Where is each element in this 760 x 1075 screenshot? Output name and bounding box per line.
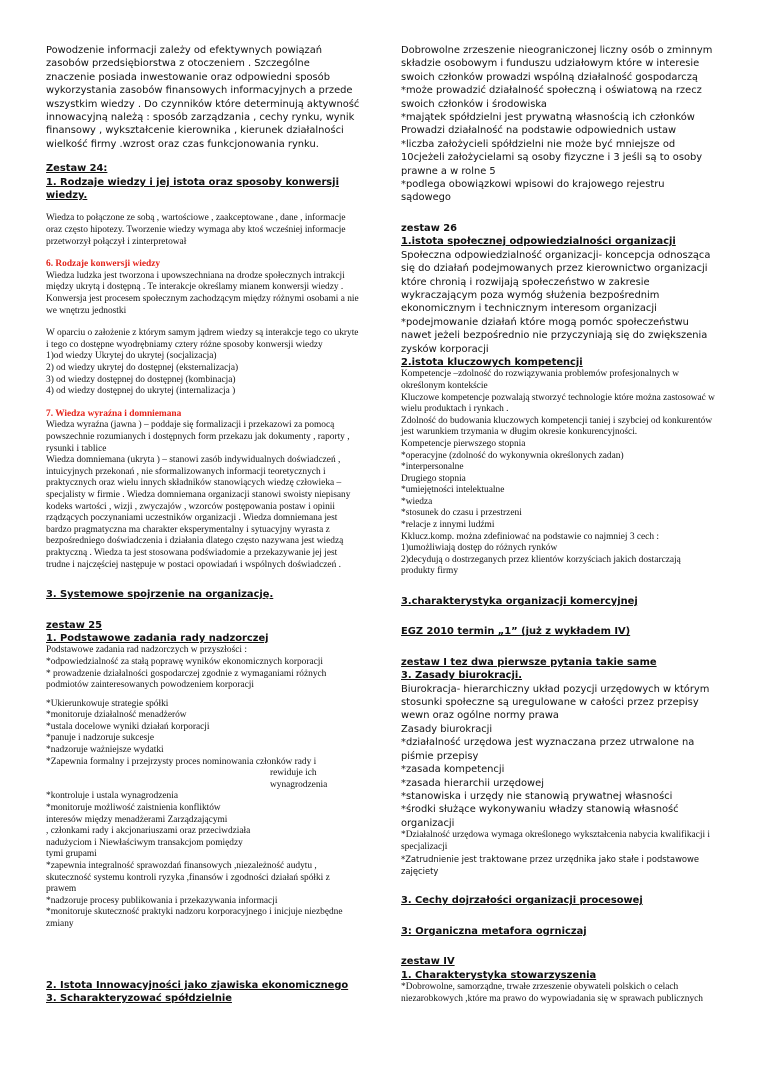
supervisory-board-indent: rewiduje ich wynagrodzenia (270, 768, 328, 790)
zestaw-25-heading: zestaw 25 (46, 619, 103, 631)
supervisory-board-list: *Ukierunkowuje strategie spółki *monitoruje działalność menadżerów *ustala docelowe wyniki działań korporacji *panuje i nadzoruje sukcesje *nadzoruje ważniejsze wydatki *Zapewnia formalny i przejrzysty proces nominowania członków rady i (46, 698, 317, 767)
bureaucracy-small-note: *Zatrudnienie jest traktowane przez urzędnika jako stałe i podstawowe zajęciety (401, 854, 700, 877)
systems-view-heading: 3. Systemowe spojrzenie na organizację. (46, 589, 274, 601)
zestaw-26-question-2: 2.istota kluczowych kompetencji (401, 356, 583, 368)
explicit-tacit-paragraph: Wiedza wyraźna (jawna ) – poddaje się formalizacji i przekazowi za pomocą powszechnie rozumianych i dostępnych form przekazu jak dokumenty , raporty , rysunki i tablice Wiedza domniemana (ukryta ) – stanowi zasób indywidualnych doświadczeń , intuicyjnych przekonań , nie sformalizowanych informacji teoretycznych i praktycznych oraz wielu innych składników stanowiących wiedzę człowieka – specjalisty w firmie . Wiedza domniemana organizacji stanowi swoisty niepisany kodeks wartości , wizji , zwyczajów , wzorców postępowania postaw i opinii rządzących poczynaniami uczestników organizacji . Wiedza domniemana jest bardzo pragmatyczna ma charakter eksperymentalny i sytuacyjny wyrasta z bezpośredniego doświadczenia i działania dlatego często nazywana jest wiedzą praktyczną . Wiedza ta jest stosowana podświadomie a przekazywanie jej jest trudne i najczęściej następuje w postaci opowiadań i wspólnych doświadczeń . (46, 420, 351, 570)
innovation-heading: 2. Istota Innowacyjności jako zjawiska ekonomicznego (46, 979, 349, 991)
right-column (401, 44, 716, 1005)
zestaw-26-heading: zestaw 26 (401, 222, 458, 234)
organic-metaphor-heading: 3: Organiczna metafora ogrniczaj (401, 925, 587, 937)
left-column (46, 44, 361, 1005)
cooperative-paragraph: Dobrowolne zrzeszenie nieograniczonej liczny osób o zminnym składzie osobowym i funduszu udziałowym które w interesie swoich członków prowadzi wspólną działalność gospodarczą *może prowadzić działalność społeczną i oświatową na rzecz swoich członków i środowiska *majątek spółdzielni jest prywatną własnością ich członków Prowadzi działalność na podstawie odpowiednich ustaw *liczba założycieli spółdzielni nie może być mniejsze od 10cjeżeli założycielami są osoby fizyczne i 3 jeśli są to osoby prawne a w rolne 5 *podlega obowiązkowi wpisowi do krajowego rejestru sądowego (401, 45, 713, 204)
zestaw-24-heading: Zestaw 24: (46, 163, 108, 175)
zestaw-i-heading: zestaw I tez dwa pierwsze pytania takie same (401, 656, 657, 668)
intro-paragraph: Powodzenie informacji zależy od efektywnych powiązań zasobów przedsiębiorstwa z otoczeniem . Szczególne znaczenie posiada inwestowanie oraz odpowiedni sposób wykorzystania zasobów finansowych informacyjnych a przede wszystkim wiedzy . Do czynników które determinują aktywność innowacyjną należą : sposób zarządzania , cechy rynku, wynik finansowy , wykształcenie kierownika , kierunek działalności wielkość firmy .wzrost oraz czas funkcjonowania rynku. (46, 45, 360, 150)
conversion-ways-list (46, 351, 361, 397)
supervisory-board-intro: Podstawowe zadania rad nadzorczych w przyszłości : *odpowiedzialność za stałą poprawę wyników ekonomicznych korporacji * prowadzenie działalności gospodarczej zgodnie z wymaganiami różnych podmiotów zainteresowanych powodzeniem korporacji (46, 645, 327, 691)
section-6-heading: 6. Rodzaje konwersji wiedzy (46, 259, 161, 270)
competencies-paragraph: Kompetencje –zdolność do rozwiązywania problemów profesjonalnych w określonym kontekście Kluczowe kompetencje pozwalają stworzyć technologie które można zastosować w wielu produktach i rynkach . Zdolność do budowania kluczowych kompetencji taniej i szybciej od konkurentów jest warunkiem trzymania w długim okresie konkurencyjności. Kompetencje pierwszego stopnia *operacyjne (zdolność do wykonywnia określonych zadan) *interpersonalne Drugiego stopnia *umiejętności intelektualne *wiedza *stosunek do czasu i przestrzeni *relacje z innymi ludźmi Kklucz.komp. można zdefiniować na podstawie co najmniej 3 cech : 1)umożliwiają dostęp do różnych rynków 2)decydują o dostrzeganych przez klientów korzyściach jakich dostarczają produkty firmy (401, 369, 715, 577)
zestaw-26-question-1: 1.istota społecznej odpowiedzialności organizacji (401, 236, 676, 248)
zestaw-iv-heading: zestaw IV (401, 956, 455, 968)
commercial-org-heading: 3.charakterystyka organizacji komercyjnej (401, 596, 638, 608)
list-item: 4) od wiedzy dostępnej do ukrytej (internalizacja ) (46, 386, 236, 397)
list-item: 2) od wiedzy ukrytej do dostępnej (eksternalizacja) (46, 363, 239, 373)
association-paragraph: *Dobrowolne, samorządne, trwałe zrzeszenie obywateli polskich o celach niezarobkowych ,które ma prawo do wypowiadania się w sprawach publicznych (401, 981, 703, 1004)
cooperative-heading: 3. Scharakteryzować spółdzielnie (46, 992, 232, 1004)
list-item: 1)od wiedzy Ukrytej do ukrytej (socjalizacja) (46, 351, 217, 362)
zestaw-iv-question-1: 1. Charakterystyka stowarzyszenia (401, 969, 597, 981)
bureaucracy-paragraph: Biurokracja- hierarchiczny układ pozycji urzędowych w którym stosunki społeczne są uregulowane w całości przez przepisy wewn oraz ogólne normy prawa Zasady biurokracji *działalność urzędowa jest wyznaczana przez utrwalone na piśmie przepisy *zasada kompetencji *zasada hierarchii urzędowej *stanowiska i urzędy nie stanowią prywatnej własności *środki służące wykonywaniu władzy stanowią własność organizacji (401, 683, 710, 829)
supervisory-board-rest: *kontroluje i ustala wynagrodzenia *monitoruje możliwość zaistnienia konfliktów interesów między menadżerami Zarządzającymi , członkami rady i akcjonariuszami oraz przeciwdziała nadużyciom i Niewłaściwym transakcjom pomiędzy tymi grupami *zapewnia integralność sprawozdań finansowych ,niezależność audytu , skuteczność systemu kontroli ryzyka ,finansów i zgodności działań spółki z prawem *nadzoruje procesy publikowania i przekazywania informacji *monitoruje skuteczność praktyki nadzoru korporacyjnego i inicjuje niezbędne zmiany (46, 791, 343, 929)
bureaucracy-heading: 3. Zasady biurokracji. (401, 670, 522, 682)
conversion-basis-paragraph: W oparciu o założenie z którym samym jądrem wiedzy są interakcje tego co ukryte i tego co dostępne wyodrębniamy cztery różne sposoby konwersji wiedzy (46, 328, 359, 350)
bureaucracy-serif-note: *Działalność urzędowa wymaga określonego wykształcenia nabycia kwalifikacji i specjalizacji (401, 830, 710, 852)
section-7-heading: 7. Wiedza wyraźna i domniemana (46, 408, 182, 419)
exam-2010-heading: EGZ 2010 termin „1” (już z wykładem IV) (401, 626, 631, 638)
csr-paragraph: Społeczna odpowiedzialność organizacji- koncepcja odnosząca się do działań podejmowanych przez kierownictwo organizacji które chronią i rozwijają społeczeństwo w zakresie wykraczającym poza wymóg służenia bezpośrednim ekonomicznym i technicznym interesom organizacji *podejmowanie działań które mogą pomóc społeczeństwu nawet jeżeli bezpośrednio nie przyczyniają się do zwiększenia zysków korporacji (401, 249, 711, 355)
conversion-paragraph: Wiedza ludzka jest tworzona i upowszechniana na drodze społecznych intrakcji między ukrytą i dostępną . Te interakcje określamy mianem konwersji wiedzy . Konwersja jest procesem społecznym zachodzącym między różnymi osobami a nie we wnętrzu jednostki (46, 270, 359, 316)
knowledge-definition: Wiedza to połączone ze sobą , wartościowe , zaakceptowane , dane , informacje oraz często hipotezy. Tworzenie wiedzy wymaga aby ktoś wcześniej informacje przetworzył połączył i zinterpretował (46, 213, 346, 247)
zestaw-25-question-1: 1. Podstawowe zadania rady nadzorczej (46, 632, 269, 644)
zestaw-24-question-1: 1. Rodzaje wiedzy i jej istota oraz sposoby konwersji wiedzy. (46, 176, 339, 202)
process-maturity-heading: 3. Cechy dojrzałości organizacji procesowej (401, 895, 643, 907)
list-item: 3) od wiedzy dostępnej do dostępnej (kombinacja) (46, 374, 236, 385)
